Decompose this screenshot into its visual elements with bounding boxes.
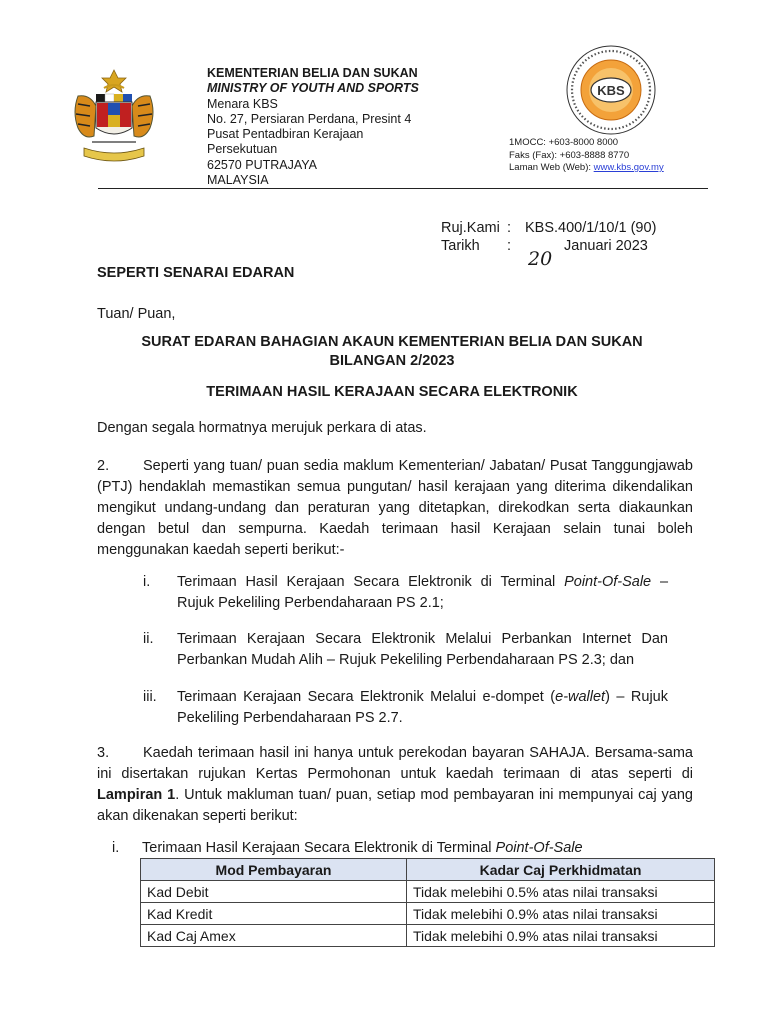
paragraph-2 <box>97 456 693 561</box>
table-caption <box>112 840 583 856</box>
coat-of-arms-logo <box>66 66 162 170</box>
address-line: MALAYSIA <box>207 173 269 188</box>
paragraph-text: Kaedah terimaan hasil ini hanya untuk perekodan bayaran SAHAJA. Bersama-sama ini disertakan rujukan Kertas Permohonan untuk kaedah terimaan di atas seperti di <box>97 745 693 782</box>
handwritten-date: 20 <box>528 248 553 270</box>
address-line: Menara KBS <box>207 96 278 111</box>
table-cell: Kad Debit <box>141 881 407 903</box>
date-label: Tarikh <box>441 238 480 254</box>
fax-text: Faks (Fax): +603-8888 8770 <box>509 149 630 161</box>
item-number: iii. <box>143 689 157 705</box>
letterhead-divider <box>98 188 708 189</box>
table-row <box>141 903 715 925</box>
kbs-seal-logo <box>565 44 657 136</box>
address-line: Pusat Pentadbiran Kerajaan <box>207 127 364 142</box>
heading-line-1: SURAT EDARAN BAHAGIAN AKAUN KEMENTERIAN BELIA DAN SUKAN <box>141 334 643 350</box>
list-item <box>143 687 668 729</box>
table-row <box>141 925 715 947</box>
heading-line-2: BILANGAN 2/2023 <box>329 353 455 369</box>
ministry-name-ms: KEMENTERIAN BELIA DAN SUKAN <box>207 66 418 80</box>
item-emphasis: e-wallet <box>555 689 606 705</box>
ministry-name-en: MINISTRY OF YOUTH AND SPORTS <box>207 81 419 96</box>
table-cell: Tidak melebihi 0.9% atas nilai transaksi <box>407 925 715 947</box>
item-number: ii. <box>143 631 154 647</box>
address-line: 62570 PUTRAJAYA <box>207 157 318 172</box>
item-text-tail: – Rujuk Pekeliling Perbendaharaan PS 2.1; <box>177 574 669 611</box>
paragraph-3 <box>97 743 693 827</box>
table-cell: Kad Caj Amex <box>141 925 407 947</box>
contact-block <box>509 137 664 175</box>
recipient-line: SEPERTI SENARAI EDARAN <box>97 265 295 281</box>
web-line <box>509 162 664 175</box>
appendix-reference: Lampiran 1 <box>97 787 176 803</box>
address-line: No. 27, Persiaran Perdana, Presint 4 <box>207 111 412 126</box>
ref-value: KBS.400/1/10/1 (90) <box>525 220 657 236</box>
address-line: Persekutuan <box>207 142 278 157</box>
caption-number: i. <box>112 840 120 856</box>
circular-heading <box>97 333 687 371</box>
list-item <box>143 629 668 671</box>
item-text: Terimaan Hasil Kerajaan Secara Elektronik di Terminal <box>177 574 565 590</box>
intro-paragraph: Dengan segala hormatnya merujuk perkara di atas. <box>97 420 427 436</box>
caption-text: Terimaan Hasil Kerajaan Secara Elektronik di Terminal <box>142 840 496 856</box>
item-text: Terimaan Kerajaan Secara Elektronik Melalui Perbankan Internet Dan Perbankan Mudah Alih – Rujuk Pekeliling Perbendaharaan PS 2.3; dan <box>177 631 668 668</box>
web-link[interactable]: www.kbs.gov.my <box>593 162 664 173</box>
paragraph-number: 2. <box>97 458 110 474</box>
service-charge-table <box>140 858 715 947</box>
paragraph-text-tail: . Untuk makluman tuan/ puan, setiap mod pembayaran ini mempunyai caj yang akan dikenakan seperti berikut: <box>97 787 693 824</box>
table-cell: Tidak melebihi 0.9% atas nilai transaksi <box>407 903 715 925</box>
ministry-address-block <box>207 66 419 188</box>
subject-title: TERIMAAN HASIL KERAJAAN SECARA ELEKTRONIK <box>206 384 578 400</box>
table-cell: Tidak melebihi 0.5% atas nilai transaksi <box>407 881 715 903</box>
item-text: Terimaan Kerajaan Secara Elektronik Melalui e-dompet ( <box>177 689 556 705</box>
web-label: Laman Web (Web): <box>509 162 594 173</box>
item-emphasis: Point-Of-Sale <box>564 574 652 590</box>
item-text-tail: ) – Rujuk Pekeliling Perbendaharaan PS 2.7. <box>177 689 668 726</box>
kbs-logo-text: KBS <box>597 83 625 98</box>
ref-label: Ruj.Kami <box>441 220 500 236</box>
item-number: i. <box>143 574 151 590</box>
list-item <box>143 572 668 614</box>
salutation: Tuan/ Puan, <box>97 306 176 322</box>
date-colon: : <box>507 238 512 254</box>
date-value: Januari 2023 <box>564 238 648 254</box>
table-header-row <box>141 859 715 881</box>
table-cell: Kad Kredit <box>141 903 407 925</box>
paragraph-text: Seperti yang tuan/ puan sedia maklum Kementerian/ Jabatan/ Pusat Tanggungjawab (PTJ) hendaklah memastikan semua pungutan/ hasil kerajaan yang diterima dikendalikan mengikut undang-undang dan peraturan yang ditetapkan, direkodkan serta diakaunkan dengan betul dan sempurna. Kaedah terimaan hasil Kerajaan selain tunai boleh menggunakan kaedah seperti berikut:- <box>97 458 693 558</box>
ref-colon: : <box>507 220 512 236</box>
column-header: Mod Pembayaran <box>141 859 407 881</box>
phone-text: 1MOCC: +603-8000 8000 <box>509 137 619 148</box>
caption-emphasis: Point-Of-Sale <box>495 840 583 856</box>
table-row <box>141 881 715 903</box>
column-header: Kadar Caj Perkhidmatan <box>407 859 715 881</box>
paragraph-number: 3. <box>97 745 110 761</box>
